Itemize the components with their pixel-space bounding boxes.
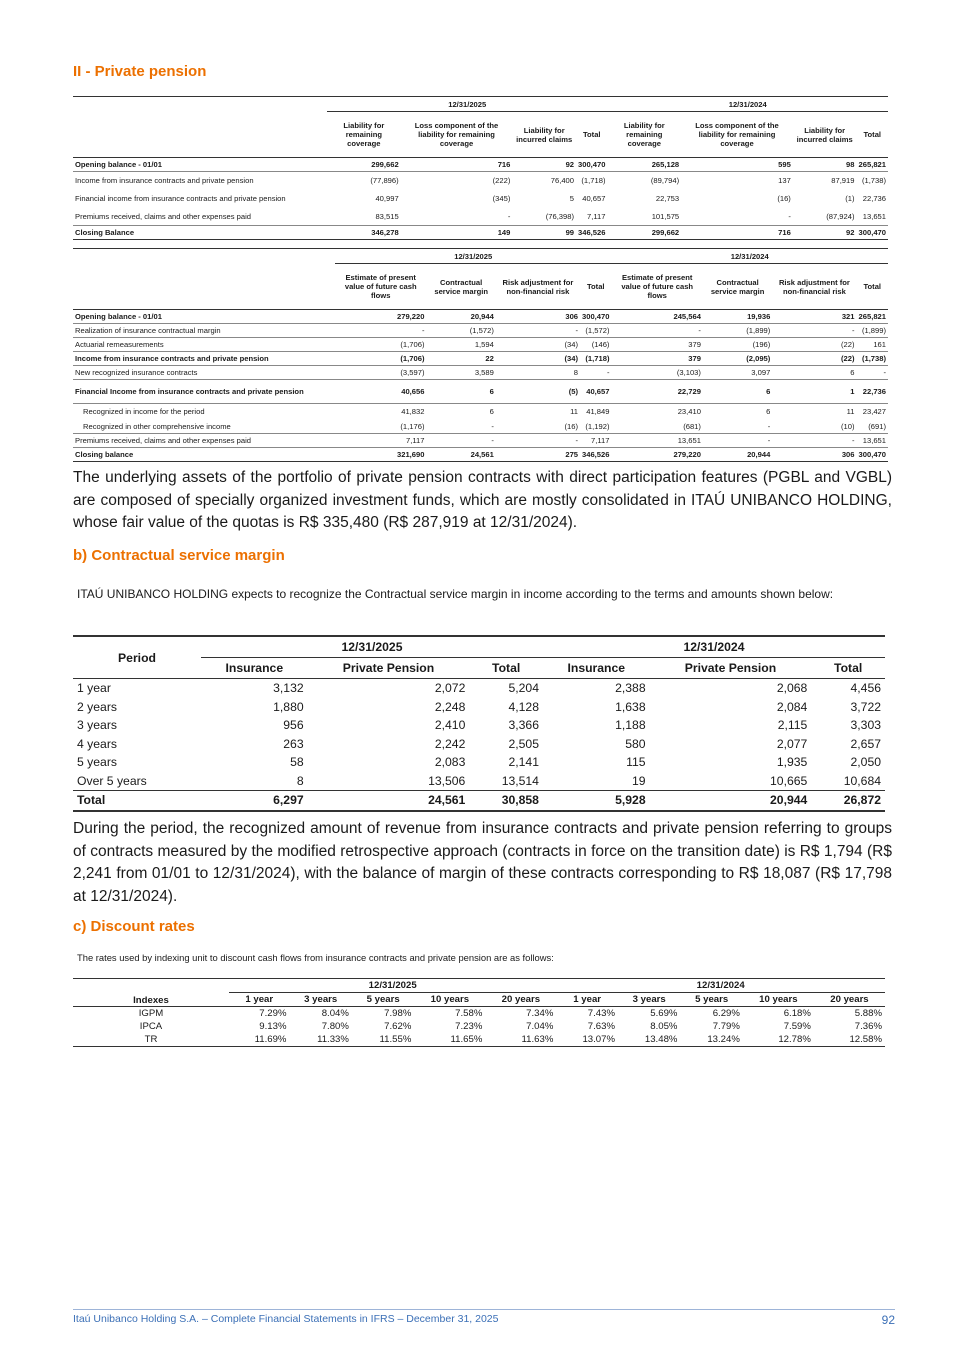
col-header: 3 years: [632, 994, 666, 1005]
disc-date-a: 12/31/2025: [229, 979, 556, 993]
col-header: 10 years: [759, 994, 798, 1005]
col-header: Contractual service margin: [426, 264, 495, 310]
table-row: Premiums received, claims and other expenses paid 7,117 - - 7,117 13,651 - - 13,651: [75, 435, 886, 445]
table-row: 3 years 956 2,410 3,366 1,188 2,115 3,303: [77, 718, 881, 733]
col-header: Insurance: [567, 661, 626, 675]
col-header: Estimate of present value of future cash flows: [335, 264, 426, 310]
table2-date-b: 12/31/2024: [611, 249, 888, 264]
table-row: TR 11.69% 11.33% 11.55% 11.65% 11.63% 13.07% 13.48% 13.24% 12.78% 12.58%: [73, 1033, 885, 1047]
col-header: 5 years: [366, 994, 400, 1005]
col-header: Estimate of present value of future cash flows: [611, 264, 702, 310]
col-header: Private Pension: [342, 661, 435, 675]
col-header: 10 years: [430, 994, 470, 1005]
liability-table: [73, 96, 888, 240]
col-header: Total: [576, 112, 607, 158]
col-header: Total: [580, 264, 611, 310]
col-header: Loss component of the liability for remaining coverage: [401, 112, 513, 158]
col-header: Liability for incurred claims: [793, 112, 857, 158]
col-header: Liability for remaining coverage: [327, 112, 401, 158]
col-header: Private Pension: [684, 661, 777, 675]
table-row: 5 years 58 2,083 2,141 115 1,935 2,050: [77, 755, 881, 770]
indexes-header: Indexes: [73, 979, 229, 1007]
table-row: Recognized in income for the period 41,832 6 11 41,849 23,410 6 11 23,427: [83, 407, 886, 417]
section-b-intro: ITAÚ UNIBANCO HOLDING expects to recognize the Contractual service margin in income according to the terms and amounts shown below:: [77, 587, 834, 601]
table-row: New recognized insurance contracts (3,597) 3,589 8 - (3,103) 3,097 6 -: [73, 366, 888, 380]
disc-date-b: 12/31/2024: [556, 979, 885, 993]
col-header: 3 years: [304, 994, 338, 1005]
discount-rates-table: [73, 978, 885, 1047]
footer-divider: [73, 1309, 895, 1310]
footer-text: Itaú Unibanco Holding S.A. – Complete Financial Statements in IFRS – December 31, 2025: [73, 1313, 499, 1325]
section-c-title: c) Discount rates: [73, 918, 195, 935]
col-header: Total: [834, 661, 863, 675]
table1-date-b: 12/31/2024: [607, 97, 888, 112]
table-row: 4 years 263 2,242 2,505 580 2,077 2,657: [77, 736, 881, 751]
col-header: 5 years: [695, 994, 729, 1005]
table-row: Opening balance - 01/01 299,662 716 92 300,470 265,128 595 98 265,821: [73, 158, 888, 172]
table-row: Closing balance 321,690 24,561 275 346,526 279,220 20,944 306 300,470: [73, 447, 888, 461]
col-header: 20 years: [501, 994, 541, 1005]
table-row: Premiums received, claims and other expenses paid 83,515 - (76,398) 7,117 101,575 - (87,924) 13,651: [75, 211, 886, 221]
section-c-intro: The rates used by indexing unit to discount cash flows from insurance contracts and private pension are as follows:: [77, 952, 554, 963]
table-row: 2 years 1,880 2,248 4,128 1,638 2,084 3,722: [77, 699, 881, 714]
csm-date-b: 12/31/2024: [543, 636, 885, 658]
table-row: Income from insurance contracts and private pension (1,706) 22 (34) (1,718) 379 (2,095) (22) (1,738): [73, 352, 888, 366]
col-header: Total: [492, 661, 521, 675]
csm-date-a: 12/31/2025: [201, 636, 543, 658]
cash-flows-table: [73, 248, 888, 462]
col-header: Total: [856, 112, 888, 158]
table-row: Financial income from insurance contracts and private pension 40,997 (345) 5 40,657 22,753 (16) (1) 22,736: [75, 194, 886, 203]
table-row: Financial Income from insurance contracts and private pension 40,656 6 (5) 40,657 22,729 6 1 22,736: [73, 380, 888, 404]
table-row: Realization of insurance contractual margin - (1,572) - (1,572) - (1,899) - (1,899): [73, 324, 888, 338]
table-row: Opening balance - 01/01 279,220 20,944 306 300,470 245,564 19,936 321 265,821: [73, 310, 888, 324]
table-row: IGPM 7.29% 8.04% 7.98% 7.58% 7.34% 7.43% 5.69% 6.29% 6.18% 5.88%: [138, 1008, 882, 1019]
col-header: Liability for incurred claims: [512, 112, 576, 158]
section-title: II - Private pension: [73, 63, 207, 80]
table2-date-a: 12/31/2025: [335, 249, 611, 264]
col-header: Risk adjustment for non-financial risk: [772, 264, 856, 310]
col-header: Total: [856, 264, 888, 310]
col-header: Risk adjustment for non-financial risk: [496, 264, 580, 310]
table-row: Over 5 years 8 13,506 13,514 19 10,665 10,684: [77, 773, 881, 788]
table-row: Total 6,297 24,561 30,858 5,928 20,944 26,872: [73, 791, 885, 811]
table1-date-a: 12/31/2025: [327, 97, 607, 112]
col-header: Loss component of the liability for remaining coverage: [681, 112, 793, 158]
table-row: Actuarial remeasurements (1,706) 1,594 (34) (146) 379 (196) (22) 161: [73, 338, 888, 352]
col-header: Contractual service margin: [703, 264, 772, 310]
paragraph-underlying-assets: The underlying assets of the portfolio of private pension contracts with direct participation features (PGBL and VGBL) are composed of specially organized investment funds, which are mostly consolidated in ITAÚ UNIBANCO HOLDING, whose fair value of the quotas is R$ 335,480 (R$ 287,919 at 12/31/2024).: [73, 469, 892, 531]
table-row: IPCA 9.13% 7.80% 7.62% 7.23% 7.04% 7.63% 8.05% 7.79% 7.59% 7.36%: [139, 1021, 882, 1032]
table-row: Closing Balance 346,278 149 99 346,526 299,662 716 92 300,470: [73, 226, 888, 240]
period-header: Period: [73, 636, 201, 679]
paragraph-recognized-revenue: During the period, the recognized amount of revenue from insurance contracts and private pension referring to groups of contracts measured by the modified retrospective approach (contracts in force on the transition date) is R$ 1,794 (R$ 2,241 from 01/01 to 12/31/2024), with the balance of margin of these contracts corresponding to R$ 18,087 (R$ 17,798 at 12/31/2024).: [73, 820, 892, 905]
col-header: 1 year: [573, 994, 602, 1005]
table-row: Recognized in other comprehensive income (1,176) - (16) (1,192) (681) - (10) (691): [73, 420, 888, 434]
col-header: 1 year: [245, 994, 274, 1005]
col-header: 20 years: [830, 994, 869, 1005]
csm-table: [73, 635, 885, 812]
col-header: Insurance: [225, 661, 284, 675]
table-row: 1 year 3,132 2,072 5,204 2,388 2,068 4,456: [77, 681, 881, 696]
table-row: Income from insurance contracts and private pension (77,896) (222) 76,400 (1,718) (89,794) 137 87,919 (1,738): [75, 176, 886, 186]
section-b-title: b) Contractual service margin: [73, 547, 285, 564]
page-number: 92: [881, 1313, 895, 1327]
col-header: Liability for remaining coverage: [607, 112, 681, 158]
